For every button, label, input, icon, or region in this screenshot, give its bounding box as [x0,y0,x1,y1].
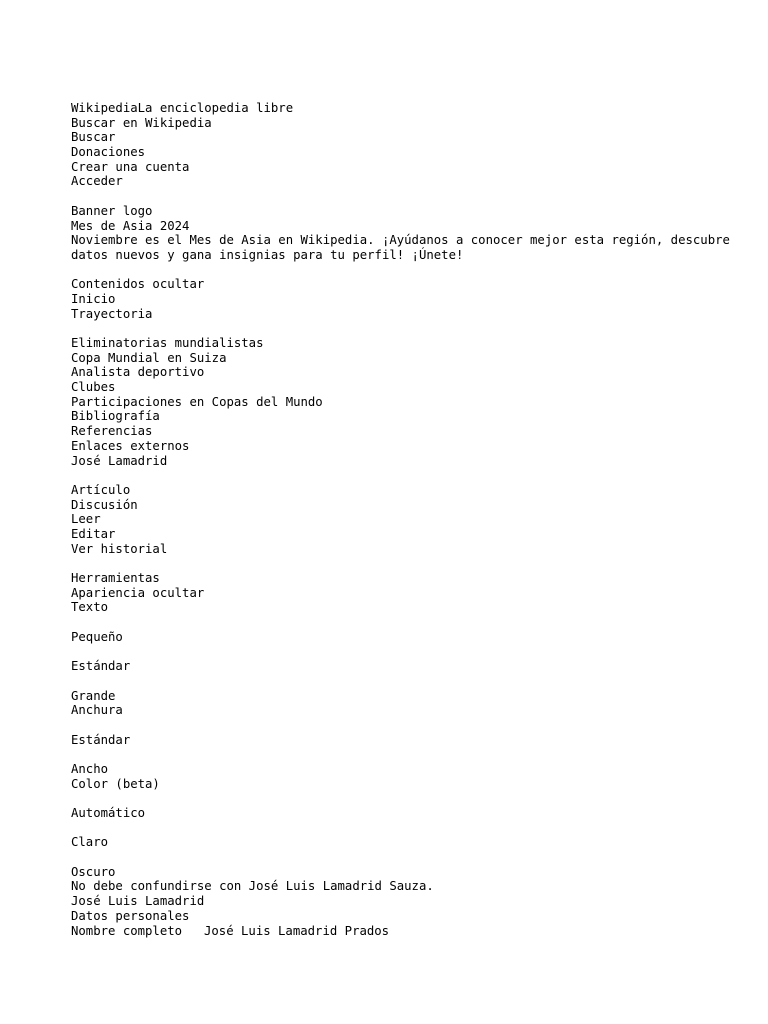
tab-read[interactable]: Leer [71,512,101,527]
width-standard-option[interactable]: Estándar [71,732,131,747]
logo-tagline[interactable]: La enciclopedia libre [137,101,294,115]
full-name-value: José Luis Lamadrid Prados [204,923,390,938]
toc-item-participaciones[interactable]: Participaciones en Copas del Mundo [71,394,323,409]
toc-item-referencias[interactable]: Referencias [71,424,153,439]
logo-wordmark[interactable]: Wikipedia [71,101,138,115]
toc-heading[interactable]: Contenidos ocultar [71,277,205,292]
toc-item-analista[interactable]: Analista deportivo [71,365,205,380]
color-auto-option[interactable]: Automático [71,806,146,821]
create-account-link[interactable]: Crear una cuenta [71,159,190,174]
banner-logo: Banner logo [71,203,153,218]
page-content [71,101,751,938]
banner-title[interactable]: Mes de Asia 2024 [71,218,190,233]
text-size-large-option[interactable]: Grande [71,688,116,703]
search-input[interactable]: Buscar en Wikipedia [71,115,212,130]
tools-menu[interactable]: Herramientas [71,571,160,586]
donations-link[interactable]: Donaciones [71,145,146,160]
tab-edit[interactable]: Editar [71,526,116,541]
color-dark-option[interactable]: Oscuro [71,864,116,879]
width-label: Anchura [71,703,123,718]
text-size-label: Texto [71,600,109,615]
toc-item-copa-mundial[interactable]: Copa Mundial en Suiza [71,350,227,365]
site-logo[interactable] [71,101,751,116]
color-label: Color (beta) [71,776,160,791]
search-button[interactable]: Buscar [71,130,116,145]
toc-item-bibliografia[interactable]: Bibliografía [71,409,160,424]
banner-text: Noviembre es el Mes de Asia en Wikipedia. ¡Ayúdanos a conocer mejor esta región, descubre datos nuevos y gana insignias para tu perfil! ¡Únete! [71,233,730,262]
text-size-small-option[interactable]: Pequeño [71,629,123,644]
infobox-title: José Luis Lamadrid [71,894,205,909]
full-name-label: Nombre completo [71,923,183,938]
hatnote: No debe confundirse con José Luis Lamadrid Sauza. [71,879,434,894]
login-link[interactable]: Acceder [71,174,123,189]
article-title: José Lamadrid [71,453,168,468]
infobox-row-full-name [71,924,751,939]
color-light-option[interactable]: Claro [71,835,109,850]
toc-item-clubes[interactable]: Clubes [71,380,116,395]
toc-item-eliminatorias[interactable]: Eliminatorias mundialistas [71,336,264,351]
toc-item-trayectoria[interactable]: Trayectoria [71,306,153,321]
tab-article[interactable]: Artículo [71,482,131,497]
toc-item-inicio[interactable]: Inicio [71,291,116,306]
width-wide-option[interactable]: Ancho [71,761,109,776]
infobox-section-heading: Datos personales [71,908,190,923]
tab-talk[interactable]: Discusión [71,497,138,512]
appearance-heading[interactable]: Apariencia ocultar [71,585,205,600]
toc-item-enlaces[interactable]: Enlaces externos [71,438,190,453]
tab-history[interactable]: Ver historial [71,541,168,556]
text-size-standard-option[interactable]: Estándar [71,659,131,674]
